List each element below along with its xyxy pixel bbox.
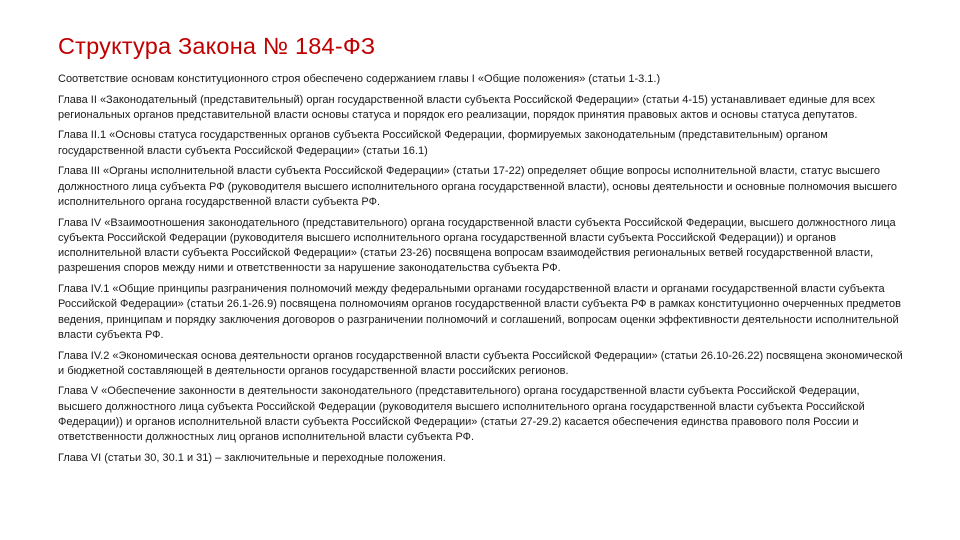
paragraph-chapter-4-2: Глава IV.2 «Экономическая основа деятельности органов государственной власти субъекта Российской Федерации» (статьи 26.10-26.22) посвящена экономической и бюджетной составляющей в деятельности органов государственной власти российских регионов. bbox=[58, 349, 903, 377]
slide-body bbox=[58, 72, 904, 472]
paragraph-chapter-6: Глава VI (статьи 30, 30.1 и 31) – заключительные и переходные положения. bbox=[58, 451, 446, 464]
paragraph-chapter-3: Глава III «Органы исполнительной власти субъекта Российской Федерации» (статьи 17-22) определяет общие вопросы исполнительной власти, статус высшего должностного лица субъекта РФ (руководителя высшего исполнительного органа государственной власти), основы деятельности и основные полномочия высшего исполнительного органа государственной власти субъекта РФ. bbox=[58, 165, 898, 208]
paragraph-chapter-2-1: Глава II.1 «Основы статуса государственных органов субъекта Российской Федерации, формируемых законодательным (представительным) органом государственной власти субъекта Российской Федерации» (статьи 16.1) bbox=[58, 129, 828, 157]
paragraph-chapter-5: Глава V «Обеспечение законности в деятельности законодательного (представительного) органа государственной власти субъекта Российской Федерации, высшего должностного лица субъекта Российской Федерации (руководителя высшего исполнительного органа государственной власти субъекта Российской Федерации)) и органов исполнительной власти субъекта Российской Федерации» (статьи 27-29.2) касается обеспечения единства правового поля России и ответственности должностных лиц органов исполнительной власти субъекта РФ. bbox=[58, 385, 865, 444]
paragraph-chapter-2: Глава II «Законодательный (представительный) орган государственной власти субъекта Российской Федерации» (статьи 4-15) устанавливает единые для всех региональных органов представительной власти основы статуса и порядок его реализации, порядок принятия правовых актов и основы статуса депутатов. bbox=[58, 93, 875, 121]
paragraph-chapter-4: Глава IV «Взаимоотношения законодательного (представительного) органа государственной власти субъекта Российской Федерации, высшего должностного лица субъекта Российской Федерации (руководителя высшего исполнительного органа государственной власти субъекта Российской Федерации)) и органов исполнительной власти субъекта Российской Федерации» (статьи 23-26) посвящена вопросам взаимодействия региональных ветвей государственной власти, разрешения споров между ними и ответственности за нарушение законодательства субъекта РФ. bbox=[58, 216, 896, 275]
slide-title: Структура Закона № 184-ФЗ bbox=[58, 33, 376, 59]
paragraph-chapter-4-1: Глава IV.1 «Общие принципы разграничения полномочий между федеральными органами государственной власти и органами государственной власти субъекта Российской Федерации» (статьи 26.1-26.9) посвящена полномочиям органов государственной власти субъекта РФ в рамках конституционно очерченных предметов ведения, принципам и порядку заключения договоров о разграничении полномочий и соглашений, вопросам оценки эффективности деятельности исполнительной власти субъекта РФ. bbox=[58, 283, 902, 341]
paragraph-general-provisions: Соответствие основам конституционного строя обеспечено содержанием главы I «Общие положения» (статьи 1-3.1.) bbox=[58, 73, 661, 85]
